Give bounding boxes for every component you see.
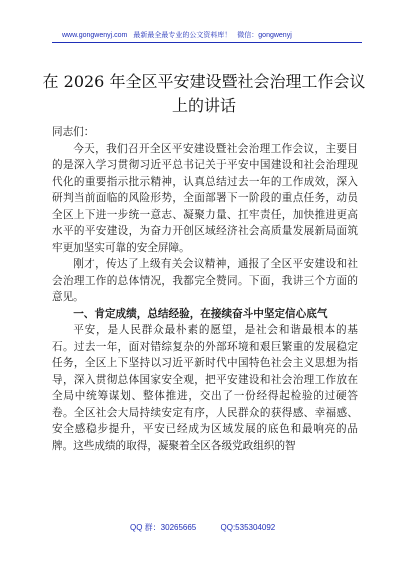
site-slogan: 最新最全最专业的公文资料库！ <box>133 32 232 39</box>
site-url-link[interactable]: www.gongwenyj.com <box>62 32 128 39</box>
title-line-1: 在 2026 年全区平安建设暨社会治理工作会议 <box>42 72 366 91</box>
paragraph-agenda: 刚才，传达了上级有关会议精神，通报了全区平安建设和社会治理工作的总体情况，我都完全赞同。下面，我讲三个方面的意见。 <box>52 258 358 303</box>
salutation: 同志们： <box>52 126 95 138</box>
document-body <box>52 124 358 454</box>
document-title <box>40 70 368 118</box>
qq-number: QQ:535304092 <box>220 523 276 532</box>
section-heading-1: 一、肯定成绩，总结经验，在接续奋斗中坚定信心底气 <box>73 307 328 320</box>
paragraph-intro: 今天，我们召开全区平安建设暨社会治理工作会议，主要目的是深入学习贯彻习近平总书记关于平安中国建设和社会治理现代化的重要指示批示精神，认真总结过去一年的工作成效，深入研判当前面临的风险形势，全面部署下一阶段的重点任务，动员全区上下进一步统一意志、凝聚力量、扛牢责任，加快推进更高水平的平安建设，为奋力开创区域经济社会高质量发展新局面筑牢更加坚实可靠的安全屏障。 <box>52 142 358 254</box>
contact-footer <box>130 522 330 533</box>
section-1-paragraph: 平安，是人民群众最朴素的愿望，是社会和谐最根本的基石。过去一年，面对错综复杂的外部环境和艰巨繁重的发展稳定任务，全区上下坚持以习近平新时代中国特色社会主义思想为指导，深入贯彻总体国家安全观，把平安建设和社会治理工作放在全局中统筹谋划、整体推进，交出了一份经得起检验的过硬答卷。全区社会大局持续安定有序，人民群众的获得感、幸福感、安全感稳步提升，平安已经成为区域发展的底色和最响亮的品牌。这些成绩的取得，凝聚着全区各级党政组织的智 <box>52 324 358 452</box>
header-divider <box>52 42 362 43</box>
site-header <box>62 30 358 40</box>
title-line-2: 上的讲话 <box>171 96 236 115</box>
qq-group: QQ 群：30265665 <box>130 523 197 532</box>
wechat-id: 微信：gongwenyj <box>237 32 292 39</box>
